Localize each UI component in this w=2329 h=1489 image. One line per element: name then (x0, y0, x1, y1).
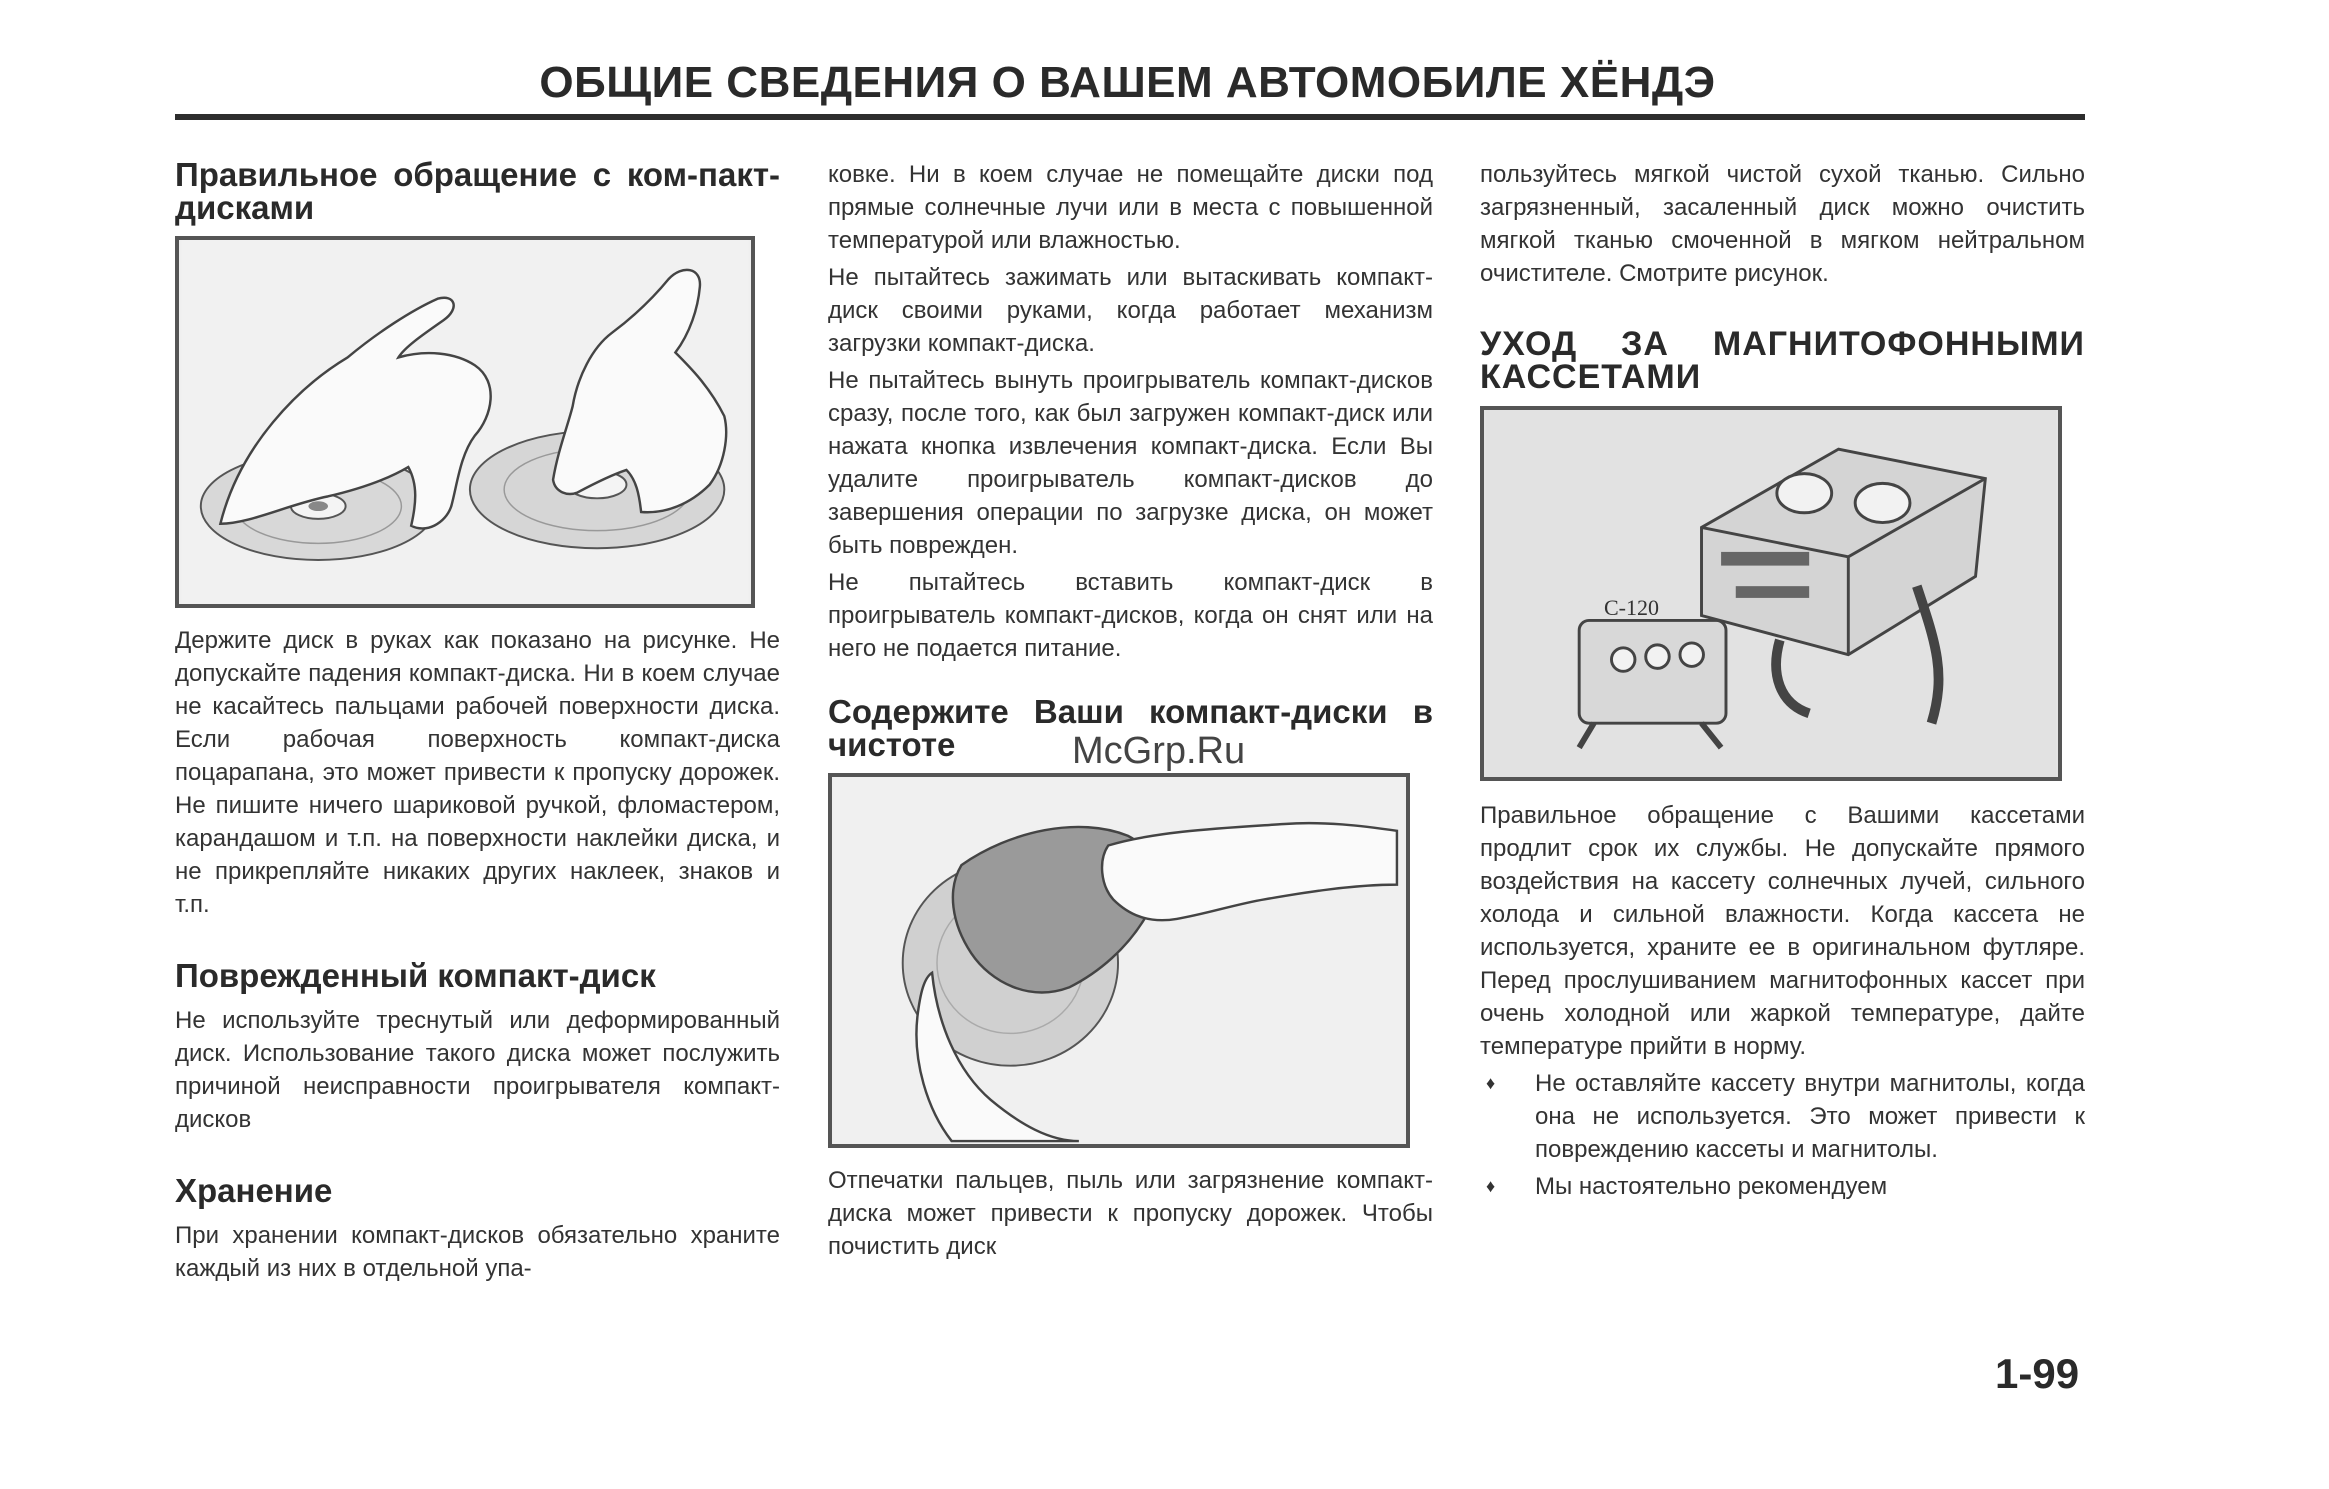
paragraph-fingerprints: Отпечатки пальцев, пыль или загрязнение компакт-диска может привести к пропуску дорожек. Чтобы почистить диск (828, 1167, 1433, 1260)
heading-damaged-cd: Поврежденный компакт-диск (175, 957, 656, 994)
list-item (1480, 1170, 2085, 1203)
paragraph-cd-handling: Держите диск в руках как показано на рисунке. Не допускайте падения компакт-диска. Ни в коем случае не касайтесь пальцами рабочей поверхности диска. Если рабочая поверхность компакт-диска поцарапана, это может привести к пропуску дорожек. Не пишите ничего шариковой ручкой, фломастером, карандашом и т.п. на поверхности наклейки диска, и не прикрепляйте никаких других наклеек, знаков и т.п. (175, 627, 780, 918)
heading-cassettes: УХОД ЗА МАГНИТОФОННЫМИ КАССЕТАМИ (1480, 325, 2085, 396)
paragraph-col3-1: пользуйтесь мягкой чистой сухой тканью. Сильно загрязненный, засаленный диск можно очистить мягкой тканью смоченной в мягком нейтральном очистителе. Смотрите рисунок. (1480, 161, 2085, 287)
heading-cd-handling: Правильное обращение с ком-пакт-дисками (175, 156, 780, 226)
heading-keep-clean: Содержите Ваши компакт-диски в чистоте (828, 693, 1433, 763)
hands-discs-illustration (179, 240, 751, 604)
paragraph-damaged-cd: Не используйте треснутый или деформированный диск. Использование такого диска может послужить причиной неисправности проигрывателя компакт-дисков (175, 1007, 780, 1133)
column-2 (828, 158, 1433, 1267)
watermark: McGrp.Ru (1072, 730, 1246, 772)
list-item (1480, 1067, 2085, 1166)
bullet-text: Мы настоятельно рекомендуем (1535, 1173, 1888, 1200)
paragraph-col2-2: Не пытайтесь зажимать или вытаскивать компакт-диск своими руками, когда работает механизм загрузки компакт-диска. (828, 264, 1433, 357)
paragraph-storage: При хранении компакт-дисков обязательно храните каждый из них в отдельной упа- (175, 1222, 780, 1282)
figure-cleaning-disc (828, 773, 1410, 1148)
diamond-bullet-icon: ♦ (1486, 1073, 1496, 1093)
figure-cassette-care (1480, 406, 2062, 781)
cleaning-disc-illustration (832, 777, 1406, 1144)
bullet-text: Не оставляйте кассету внутри магнитолы, когда она не используется. Это может привести к повреждению кассеты и магнитолы. (1535, 1070, 2085, 1163)
figure-hands-holding-discs (175, 236, 755, 608)
cassette-label: C-120 (1604, 595, 1659, 620)
cassette-bullets (1480, 1067, 2085, 1203)
heading-storage: Хранение (175, 1172, 333, 1209)
cassette-illustration (1484, 410, 2058, 777)
paragraph-cassette-care: Правильное обращение с Вашими кассетами продлит срок их службы. Не допускайте прямого воздействия на кассету солнечных лучей, сильного холода и сильной влажности. Когда кассета не используется, храните ее в оригинальном футляре. Перед прослушиванием магнитофонных кассет при очень холодной или жаркой температуре, дайте температуре прийти в норму. (1480, 802, 2085, 1060)
paragraph-col2-3: Не пытайтесь вынуть проигрыватель компакт-дисков сразу, после того, как был загружен компакт-диск или нажата кнопка извлечения компакт-диска. Если Вы удалите проигрыватель компакт-дисков до завершения операции по загрузке диска, он может быть поврежден. (828, 367, 1433, 559)
paragraph-col2-4: Не пытайтесь вставить компакт-диск в проигрыватель компакт-дисков, когда он снят или на него не подается питание. (828, 569, 1433, 662)
column-1 (175, 158, 780, 1289)
page-header: ОБЩИЕ СВЕДЕНИЯ О ВАШЕМ АВТОМОБИЛЕ ХЁНДЭ (539, 58, 1716, 107)
page-number: 1-99 (1995, 1350, 2080, 1397)
header-rule (175, 114, 2085, 120)
diamond-bullet-icon: ♦ (1486, 1176, 1496, 1196)
paragraph-col2-1: ковке. Ни в коем случае не помещайте диски под прямые солнечные лучи или в места с повышенной температурой или влажностью. (828, 161, 1433, 254)
column-3 (1480, 158, 2085, 1203)
